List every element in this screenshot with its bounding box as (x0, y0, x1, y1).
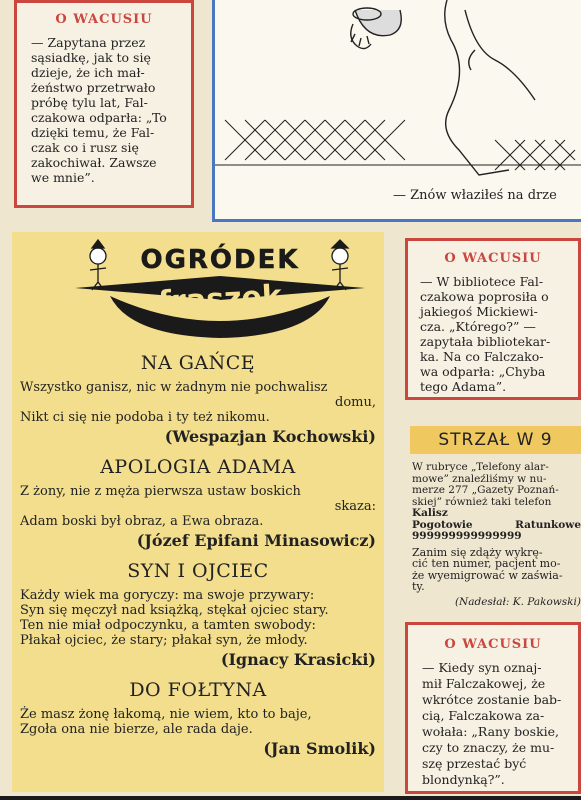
text-line: dzieje, że ich mał- (31, 65, 145, 80)
text-line: czak co i rusz się (31, 140, 139, 155)
poems-container (20, 352, 376, 768)
wacusiu-title: O WACUSIU (55, 12, 153, 27)
ogrodek-title-top: OGRÓDEK (140, 245, 300, 275)
poem (20, 456, 376, 550)
text-line: sąsiadkę, jak to się (31, 50, 151, 65)
poem-line: Wszystko ganisz, nic w żadnym nie pochwalisz (20, 380, 328, 395)
text-line: dzięki temu, że Fal- (31, 125, 155, 140)
poem-line: Ten nie miał odpoczynku, a tamten swobody: (20, 618, 316, 633)
wacusiu-title: O WACUSIU (444, 251, 542, 266)
poem-line: Każdy wiek ma goryczy: ma swoje przywary: (20, 588, 315, 603)
text-line: jakiegoś Mickiewi- (420, 304, 538, 319)
text-line: blondynką?”. (422, 772, 505, 787)
wacusiu-box-top (14, 0, 194, 208)
strzal-banner (410, 426, 581, 454)
strzal-body-line: że wyemigrować w zaświa- (412, 568, 563, 582)
text-line: zapytała bibliotekar- (420, 334, 551, 349)
strzal-line: W rubryce „Telefony alar- (412, 461, 549, 473)
poem-title: DO FOŁTYNA (129, 679, 267, 701)
text-line: wołała: „Rany boskie, (422, 724, 560, 739)
strzal-line: skiej” również taki telefon (412, 495, 552, 508)
poem-line: domu, (335, 395, 376, 410)
strzal-title: STRZAŁ W 9 (438, 430, 553, 450)
wacusiu-text (408, 652, 578, 788)
cartoon-caption: — Znów właziłeś na drze (393, 188, 557, 203)
text-line: cią, Falczakowa za- (422, 708, 545, 723)
wacusiu-text (408, 266, 578, 394)
poem-line: Syn się męczył nad książką, stękał ojciec stary. (20, 603, 329, 618)
strzal-line: merze 277 „Gazety Poznań- (412, 484, 559, 496)
poem-line: Zgoła ona nie bierze, ale rada daje. (20, 722, 253, 737)
poem-title: SYN I OJCIEC (127, 560, 269, 582)
poem-author: (Józef Epifani Minasowicz) (136, 531, 376, 550)
wacusiu-box-bottom (405, 622, 581, 794)
text-line: zakochiwał. Zawsze (31, 155, 157, 170)
wacusiu-box-middle (405, 238, 581, 400)
poem-author: (Jan Smolik) (263, 739, 376, 758)
wacusiu-title: O WACUSIU (444, 637, 542, 652)
gardener-figure-left-icon (90, 240, 106, 290)
text-line: czakowa poprosiła o (420, 289, 549, 304)
cartoon-panel (212, 0, 581, 222)
strzal-number: 999999999999999 (412, 530, 522, 542)
text-line: szę przestać być (422, 756, 527, 771)
poem-line: Że masz żonę łakomą, nie wiem, kto to baje, (20, 707, 312, 722)
strzal-body-line: Zanim się zdąży wykrę- (412, 545, 543, 559)
poem-author: (Ignacy Krasicki) (220, 650, 376, 669)
text-line: wa odparła: „Chyba (420, 364, 546, 379)
strzal-body (412, 462, 581, 608)
poem-author: (Wespazjan Kochowski) (164, 427, 376, 446)
text-line: ka. Na co Falczako- (420, 349, 544, 364)
text-line: tego Adama”. (420, 379, 507, 394)
text-line: żeństwo przetrwało (31, 80, 156, 95)
text-line: mił Falczakowej, że (422, 676, 546, 691)
ogrodek-title-bottom: fraszek (157, 278, 283, 321)
strzal-body-line: ty. (412, 580, 425, 593)
strzal-ratunkowe: Ratunkowe (515, 518, 581, 531)
text-line: cza. „Którego?” — (420, 319, 536, 334)
strzal-line: mowe” znaleźliśmy w nu- (412, 472, 547, 485)
wacusiu-text (17, 27, 191, 185)
poem (20, 679, 376, 758)
poem-line: Nikt ci się nie podoba i ty też nikomu. (20, 410, 270, 425)
text-line: czy to znaczy, że mu- (422, 740, 555, 755)
poem-line: skaza: (334, 499, 376, 514)
gardener-figure-right-icon (332, 240, 348, 290)
poem-title: NA GAŃCĘ (140, 352, 256, 374)
strzal-city: Kalisz (412, 507, 448, 519)
text-line: — W bibliotece Fal- (420, 274, 544, 289)
strzal-pogotowie: Pogotowie (412, 518, 473, 531)
poem-line: Z żony, nie z męża pierwsza ustaw boskich (20, 484, 301, 499)
text-line: — Kiedy syn oznaj- (422, 660, 542, 675)
poem-line: Płakał ojciec, że stary; płakał syn, że młody. (20, 633, 308, 648)
strzal-body-line: cić ten numer, pacjent mo- (412, 557, 561, 570)
text-line: próbę tylu lat, Fal- (31, 95, 148, 110)
poem-title: APOLOGIA ADAMA (100, 456, 296, 478)
cartoon-drawing (215, 0, 581, 180)
poem-line: Adam boski był obraz, a Ewa obraza. (20, 514, 264, 529)
text-line: we mnie”. (31, 170, 95, 185)
text-line: wkrótce zostanie bab- (422, 692, 562, 707)
text-line: — Zapytana przez (31, 35, 146, 50)
bottom-rule (0, 796, 581, 800)
poem (20, 560, 376, 669)
text-line: czakowa odparła: „To (31, 110, 167, 125)
strzal-sender: (Nadesłał: K. Pakowski) (454, 595, 581, 608)
poem (20, 352, 376, 446)
